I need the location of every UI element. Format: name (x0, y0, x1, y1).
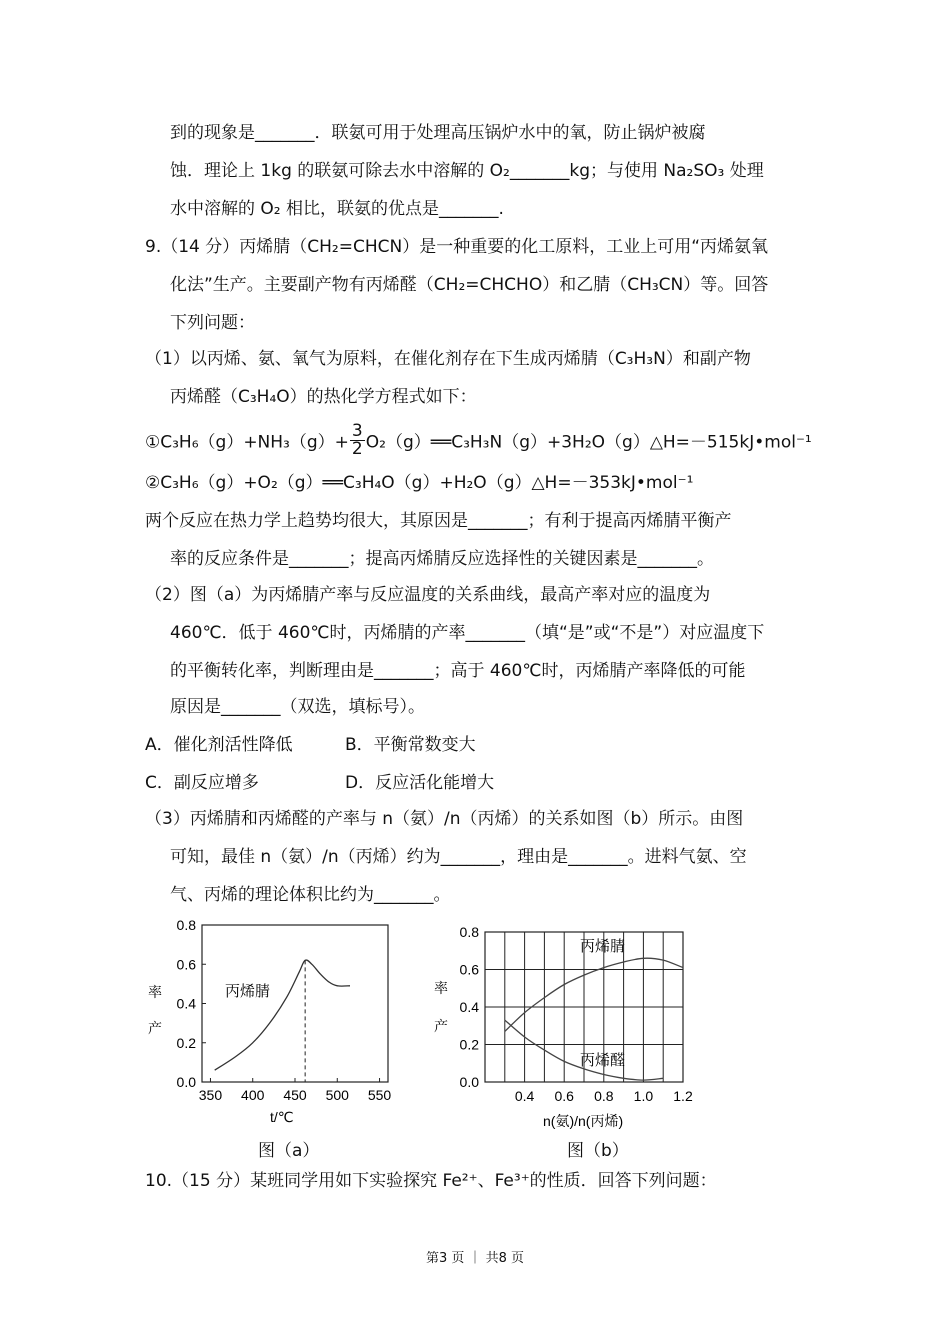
chart-b-ylabel: 率 (434, 980, 448, 996)
text-line: （3）丙烯腈和丙烯醛的产率与 n（氨）/n（丙烯）的关系如图（b）所示。由图 (145, 809, 744, 829)
chart-b-xtick-label: 0.4 (514, 1088, 535, 1104)
text-line: 化法”生产。主要副产物有丙烯醛（CH₂=CHCHO）和乙腈（CH₃CN）等。回答 (170, 275, 769, 295)
fraction-denominator: 2 (351, 439, 363, 459)
chart-a-frame (202, 925, 388, 1082)
chart-b-series-label-acrylonitrile: 丙烯腈 (580, 938, 626, 955)
chart-a-ytick-label: 0.6 (176, 956, 196, 973)
option-c: C．副反应增多 (145, 773, 259, 793)
equation-2: ②C₃H₆（g）+O₂（g）══C₃H₄O（g）+H₂O（g）△H=－353kJ•mol⁻¹ (145, 473, 694, 493)
chart-b-caption: 图（b） (567, 1141, 629, 1161)
option-b: B．平衡常数变大 (345, 735, 476, 755)
text-line: 丙烯醛（C₃H₄O）的热化学方程式如下： (170, 387, 477, 407)
chart-a-caption: 图（a） (258, 1141, 320, 1161)
question-10-heading: 10.（15 分）某班同学用如下实验探究 Fe²⁺、Fe³⁺的性质．回答下列问题： (145, 1171, 717, 1191)
question-9-heading: 9.（14 分）丙烯腈（CH₂=CHCN）是一种重要的化工原料，工业上可用“丙烯氨氧 (145, 237, 769, 257)
fraction-numerator: 3 (351, 421, 363, 441)
chart-a-xtick-label: 450 (283, 1087, 307, 1103)
chart-b-ytick-label: 0.4 (459, 999, 479, 1015)
chart-b-ytick-label: 0.0 (459, 1074, 479, 1090)
option-a: A．催化剂活性降低 (145, 735, 293, 755)
text-line: 到的现象是_______．联氨可用于处理高压锅炉水中的氧，防止锅炉被腐 (170, 123, 706, 143)
chart-a-xtick-label: 350 (198, 1087, 223, 1103)
chart-a (140, 915, 400, 1135)
text-line: 的平衡转化率，判断理由是_______；高于 460℃时，丙烯腈产率降低的可能 (170, 661, 746, 681)
chart-a-ytick-label: 0.4 (176, 995, 196, 1012)
option-d: D．反应活化能增大 (345, 773, 495, 793)
chart-a-xlabel: t/℃ (270, 1109, 294, 1125)
chart-b-ytick-label: 0.6 (459, 961, 479, 978)
chart-b-xtick-label: 0.8 (594, 1088, 614, 1104)
chart-a-xtick-label: 400 (241, 1087, 265, 1103)
chart-a-ytick-label: 0.0 (176, 1074, 196, 1090)
chart-a-ytick-label: 0.2 (176, 1034, 196, 1051)
text-line: 率的反应条件是_______；提高丙烯腈反应选择性的关键因素是_______。 (170, 549, 714, 569)
text-line: 可知，最佳 n（氨）/n（丙烯）约为_______，理由是_______。进料气氨、空 (170, 847, 747, 867)
chart-b-xlabel: n(氨)/n(丙烯) (543, 1113, 624, 1129)
equation-1-left: ①C₃H₆（g）+NH₃（g）+ (145, 432, 349, 453)
chart-b (425, 915, 700, 1140)
text-line: 蚀．理论上 1kg 的联氨可除去水中溶解的 O₂_______kg；与使用 Na₂SO₃ 处理 (170, 161, 764, 181)
text-line: 460℃．低于 460℃时，丙烯腈的产率_______（填“是”或“不是”）对应温度下 (170, 623, 765, 643)
page-footer: 第3 页 ｜ 共8 页 (425, 1251, 525, 1266)
equation-1-right: O₂（g）══C₃H₃N（g）+3H₂O（g）△H=－515kJ•mol⁻¹ (365, 432, 812, 453)
chart-a-xtick-label: 500 (325, 1087, 349, 1103)
chart-b-ytick-label: 0.8 (459, 924, 479, 940)
text-line: 下列问题： (170, 313, 255, 333)
equation-1 (145, 421, 812, 460)
chart-b-xtick-label: 0.6 (554, 1088, 574, 1104)
text-line: 原因是_______（双选，填标号）。 (170, 697, 425, 717)
chart-b-ytick-label: 0.2 (459, 1036, 479, 1053)
text-line: 气、丙烯的理论体积比约为_______。 (170, 885, 451, 905)
text-line: （1）以丙烯、氨、氧气为原料，在催化剂存在下生成丙烯腈（C₃H₃N）和副产物 (145, 349, 751, 369)
chart-b-ylabel-2: 产 (434, 1018, 448, 1034)
chart-b-xtick-label: 1.0 (633, 1088, 654, 1104)
chart-a-series-acrylonitrile (215, 960, 350, 1070)
text-line: 水中溶解的 O₂ 相比，联氨的优点是_______. (170, 199, 504, 219)
chart-a-ylabel-2: 产 (148, 1020, 162, 1036)
chart-b-series-label-acrolein: 丙烯醛 (580, 1052, 626, 1069)
chart-b-xtick-label: 1.2 (673, 1088, 693, 1104)
text-line: （2）图（a）为丙烯腈产率与反应温度的关系曲线，最高产率对应的温度为 (145, 585, 711, 605)
chart-a-xtick-label: 550 (367, 1087, 392, 1103)
chart-a-series-label: 丙烯腈 (225, 983, 271, 1000)
text-line: 两个反应在热力学上趋势均很大，其原因是_______；有利于提高丙烯腈平衡产 (145, 511, 732, 531)
chart-a-ylabel: 率 (148, 984, 162, 1000)
chart-a-ytick-label: 0.8 (176, 917, 196, 933)
